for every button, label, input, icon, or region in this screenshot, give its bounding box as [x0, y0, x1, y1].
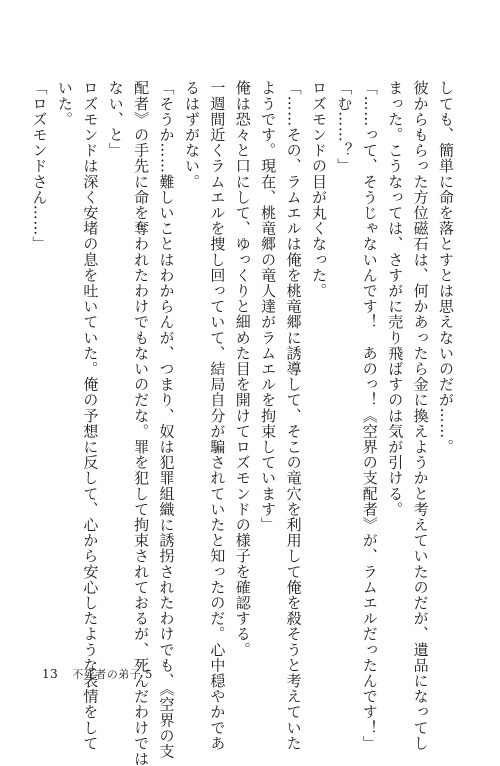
text-line: まった。こうなっては、さすがに売り飛ばすのは気が引ける。 — [386, 80, 405, 517]
page-number: 13 — [42, 667, 59, 681]
text-line: 「ロズモンドさん……」 — [30, 80, 49, 252]
text-line: 「そうか……難しいことはわからんが、つまり、奴は犯罪組織に誘拐されたわけでも、《空界の支 — [157, 80, 176, 759]
text-line: しても、簡単に命を落とすとは思えないのだが……。 — [437, 80, 455, 455]
text-line: いた。 — [55, 80, 74, 127]
text-line: るはずがない。 — [182, 80, 201, 190]
text-line: ロズモンドの目が丸くなった。 — [309, 80, 328, 299]
text-line: 「……その、ラムエルは俺を桃竜郷に誘導して、そこの竜穴を利用して俺を殺そうと考えていた — [284, 80, 303, 751]
text-line: 「む……？」 — [335, 80, 354, 174]
book-title: 不死者の弟子 5 — [72, 668, 153, 681]
text-line: 一週間近くラムエルを捜し回っていて、結局自分が騙されていたと知ったのだ。心中穏やかであ — [208, 80, 227, 751]
text-line: 彼からもらった方位磁石は、何かあったら金に換えようかと考えていたのだが、遺品になってし — [411, 80, 430, 751]
text-line: 俺は恐々と口にして、ゆっくりと細めた目を開けてロズモンドの様子を確認する。 — [233, 80, 252, 658]
text-line: 「……って、そうじゃないんです！ あのっ！《空界の支配者》が、ラムエルだったんです！」 — [360, 80, 379, 751]
text-line: ようです。現在、桃竜郷の竜人達がラムエルを拘束しています」 — [259, 80, 278, 533]
text-line: ない、と」 — [106, 80, 125, 158]
text-line: 配者》の手先に命を奪われたわけでもないのだな。罪を犯して拘束されておるが、死んだわけでは — [132, 80, 151, 766]
text-line: ロズモンドは深く安堵の息を吐いていた。俺の予想に反して、心から安心したような表情をして — [81, 80, 100, 751]
page-footer — [42, 666, 153, 682]
